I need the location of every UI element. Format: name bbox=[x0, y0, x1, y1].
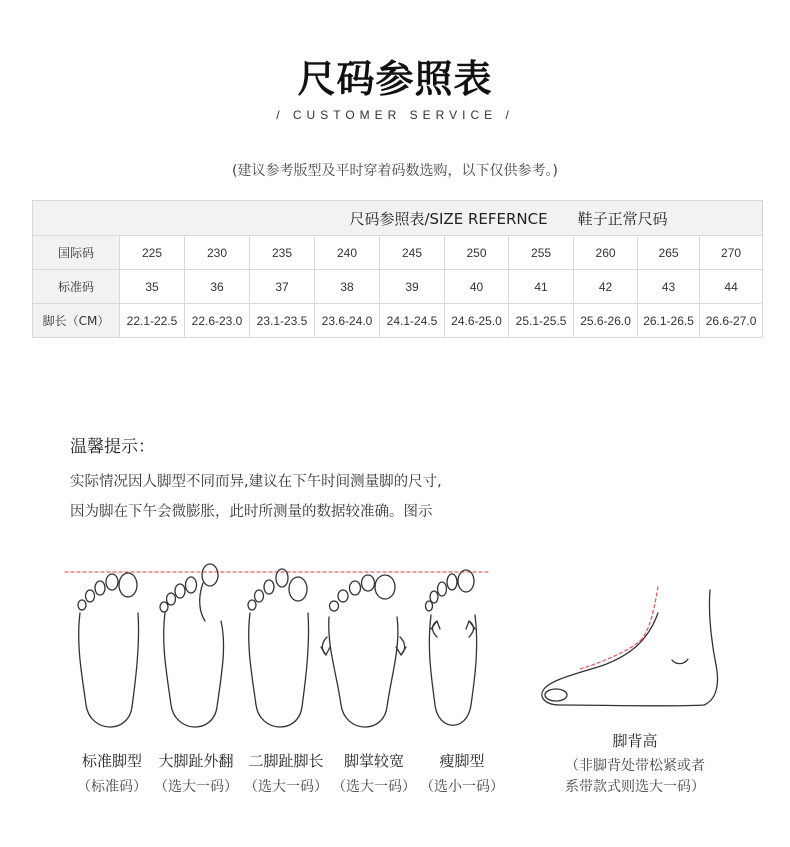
table-cell: 24.1-24.5 bbox=[380, 304, 445, 338]
foot-type-name: 标准脚型 bbox=[81, 752, 142, 770]
table-row bbox=[33, 270, 763, 304]
table-cell: 40 bbox=[445, 270, 509, 304]
table-cell: 270 bbox=[700, 236, 763, 270]
foot-type-advice: （选小一码） bbox=[420, 779, 504, 795]
page-title: 尺码参照表 bbox=[297, 57, 493, 101]
table-cell: 36 bbox=[185, 270, 250, 304]
foot-type-advice: （标准码） bbox=[77, 779, 147, 795]
table-cell: 265 bbox=[638, 236, 700, 270]
row-label: 标准码 bbox=[33, 270, 120, 304]
table-cell: 23.1-23.5 bbox=[250, 304, 315, 338]
table-cell: 235 bbox=[250, 236, 315, 270]
table-cell: 240 bbox=[315, 236, 380, 270]
long-second-toe-foot-icon bbox=[248, 569, 309, 727]
table-cell: 35 bbox=[120, 270, 185, 304]
foot-type-name: 大脚趾外翻 bbox=[158, 752, 234, 770]
foot-type-advice: （选大一码） bbox=[154, 779, 238, 795]
table-cell: 26.1-26.5 bbox=[638, 304, 700, 338]
table-cell: 42 bbox=[574, 270, 638, 304]
page-subtitle: / CUSTOMER SERVICE / bbox=[276, 108, 514, 122]
table-cell: 25.6-26.0 bbox=[574, 304, 638, 338]
table-cell: 260 bbox=[574, 236, 638, 270]
row-label: 国际码 bbox=[33, 236, 120, 270]
table-cell: 39 bbox=[380, 270, 445, 304]
high-instep-foot-icon bbox=[542, 587, 718, 706]
table-cell: 245 bbox=[380, 236, 445, 270]
table-title: 尺码参照表/SIZE REFERNCE bbox=[185, 201, 574, 236]
instep-advice-line-2: 系带款式则选大一码） bbox=[565, 779, 705, 795]
table-cell: 26.6-27.0 bbox=[700, 304, 763, 338]
table-cell: 43 bbox=[638, 270, 700, 304]
tips-title: 温馨提示： bbox=[70, 437, 155, 457]
foot-type-advice: （选大一码） bbox=[244, 779, 328, 795]
table-cell: 225 bbox=[120, 236, 185, 270]
table-cell: 41 bbox=[509, 270, 574, 304]
slim-foot-icon bbox=[426, 570, 477, 725]
tips-text-line-2: 因为脚在下午会微膨胀，此时所测量的数据较准确。图示 bbox=[70, 504, 433, 520]
table-row bbox=[33, 236, 763, 270]
table-row bbox=[33, 304, 763, 338]
instep-name: 脚背高 bbox=[612, 732, 658, 750]
foot-type-advice: （选大一码） bbox=[332, 779, 416, 795]
foot-type-name: 脚掌较宽 bbox=[343, 752, 404, 770]
foot-type-name: 二脚趾脚长 bbox=[248, 752, 324, 770]
table-cell: 25.1-25.5 bbox=[509, 304, 574, 338]
reference-note: (建议参考版型及平时穿着码数选购，以下仅供参考。) bbox=[232, 163, 558, 179]
table-cell: 250 bbox=[445, 236, 509, 270]
table-cell: 37 bbox=[250, 270, 315, 304]
foot-type-name: 瘦脚型 bbox=[439, 752, 485, 770]
table-side-title: 鞋子正常尺码 bbox=[574, 201, 763, 236]
table-cell: 255 bbox=[509, 236, 574, 270]
table-cell: 23.6-24.0 bbox=[315, 304, 380, 338]
table-cell: 22.6-23.0 bbox=[185, 304, 250, 338]
foot-illustrations bbox=[0, 555, 790, 745]
row-label: 脚长（CM） bbox=[33, 304, 120, 338]
size-reference-table bbox=[32, 200, 763, 338]
standard-foot-icon bbox=[78, 573, 139, 727]
table-cell: 44 bbox=[700, 270, 763, 304]
table-cell: 38 bbox=[315, 270, 380, 304]
table-title-row bbox=[33, 201, 763, 236]
table-cell: 22.1-22.5 bbox=[120, 304, 185, 338]
table-cell: 24.6-25.0 bbox=[445, 304, 509, 338]
instep-advice-line-1: （非脚背处带松紧或者 bbox=[565, 758, 705, 774]
wide-foot-icon bbox=[321, 575, 406, 727]
bunion-foot-icon bbox=[160, 564, 224, 727]
tips-text-line-1: 实际情况因人脚型不同而异,建议在下午时间测量脚的尺寸, bbox=[70, 474, 442, 490]
table-cell: 230 bbox=[185, 236, 250, 270]
